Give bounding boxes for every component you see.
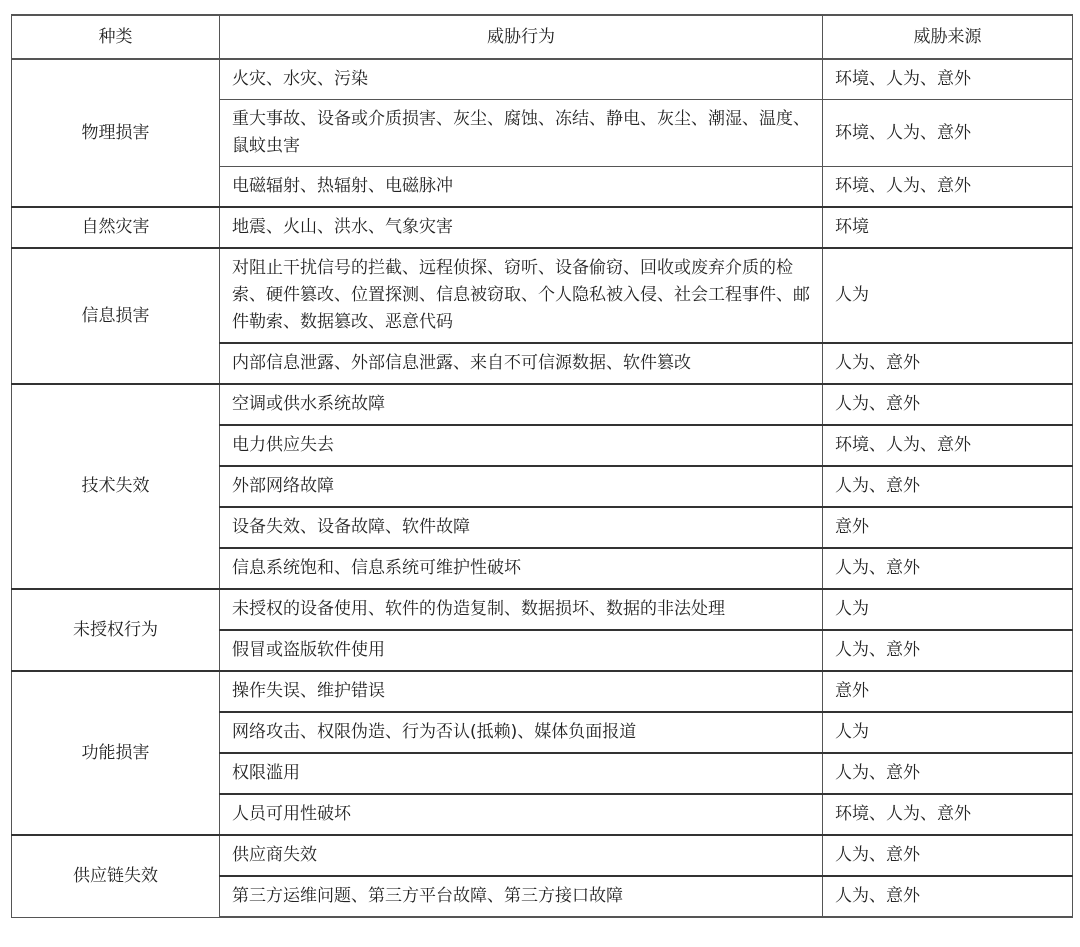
source-cell: 人为、意外 [823,548,1073,589]
category-cell: 信息损害 [12,248,220,384]
source-cell: 意外 [823,671,1073,712]
table-row [12,59,1073,100]
category-cell: 物理损害 [12,59,220,207]
threat-table [11,14,1073,918]
source-cell: 环境、人为、意外 [823,794,1073,835]
source-cell: 人为、意外 [823,753,1073,794]
behavior-cell: 设备失效、设备故障、软件故障 [220,507,823,548]
source-cell: 人为 [823,589,1073,630]
category-cell: 技术失效 [12,384,220,589]
behavior-cell: 重大事故、设备或介质损害、灰尘、腐蚀、冻结、静电、灰尘、潮湿、温度、鼠蚊虫害 [220,100,823,167]
category-group [12,59,1073,207]
table-header [12,15,1073,59]
category-group [12,589,1073,671]
behavior-cell: 信息系统饱和、信息系统可维护性破坏 [220,548,823,589]
source-cell: 人为、意外 [823,466,1073,507]
behavior-cell: 内部信息泄露、外部信息泄露、来自不可信源数据、软件篡改 [220,343,823,384]
source-cell: 人为 [823,712,1073,753]
source-cell: 环境、人为、意外 [823,100,1073,167]
table-row [12,384,1073,425]
table-row [12,671,1073,712]
behavior-cell: 电磁辐射、热辐射、电磁脉冲 [220,167,823,208]
behavior-cell: 网络攻击、权限伪造、行为否认(抵赖)、媒体负面报道 [220,712,823,753]
behavior-cell: 未授权的设备使用、软件的伪造复制、数据损坏、数据的非法处理 [220,589,823,630]
table-row [12,248,1073,343]
source-cell: 人为、意外 [823,876,1073,917]
behavior-cell: 外部网络故障 [220,466,823,507]
table-row [12,207,1073,248]
source-cell: 人为、意外 [823,343,1073,384]
category-cell: 供应链失效 [12,835,220,917]
source-cell: 环境、人为、意外 [823,167,1073,208]
source-cell: 人为、意外 [823,384,1073,425]
behavior-cell: 人员可用性破坏 [220,794,823,835]
behavior-cell: 第三方运维问题、第三方平台故障、第三方接口故障 [220,876,823,917]
table-row [12,835,1073,876]
behavior-cell: 对阻止干扰信号的拦截、远程侦探、窃听、设备偷窃、回收或废弃介质的检索、硬件篡改、位置探测、信息被窃取、个人隐私被入侵、社会工程事件、邮件勒索、数据篡改、恶意代码 [220,248,823,343]
category-cell: 未授权行为 [12,589,220,671]
behavior-cell: 地震、火山、洪水、气象灾害 [220,207,823,248]
category-cell: 功能损害 [12,671,220,835]
behavior-cell: 操作失误、维护错误 [220,671,823,712]
category-group [12,248,1073,384]
behavior-cell: 空调或供水系统故障 [220,384,823,425]
behavior-cell: 权限滥用 [220,753,823,794]
table-row [12,589,1073,630]
category-group [12,835,1073,917]
category-group [12,207,1073,248]
source-cell: 人为 [823,248,1073,343]
behavior-cell: 供应商失效 [220,835,823,876]
header-category: 种类 [12,15,220,59]
source-cell: 人为、意外 [823,630,1073,671]
header-source: 威胁来源 [823,15,1073,59]
behavior-cell: 假冒或盗版软件使用 [220,630,823,671]
header-row [12,15,1073,59]
source-cell: 环境 [823,207,1073,248]
source-cell: 环境、人为、意外 [823,59,1073,100]
source-cell: 意外 [823,507,1073,548]
category-group [12,671,1073,835]
category-group [12,384,1073,589]
source-cell: 人为、意外 [823,835,1073,876]
behavior-cell: 电力供应失去 [220,425,823,466]
category-cell: 自然灾害 [12,207,220,248]
source-cell: 环境、人为、意外 [823,425,1073,466]
behavior-cell: 火灾、水灾、污染 [220,59,823,100]
header-behavior: 威胁行为 [220,15,823,59]
